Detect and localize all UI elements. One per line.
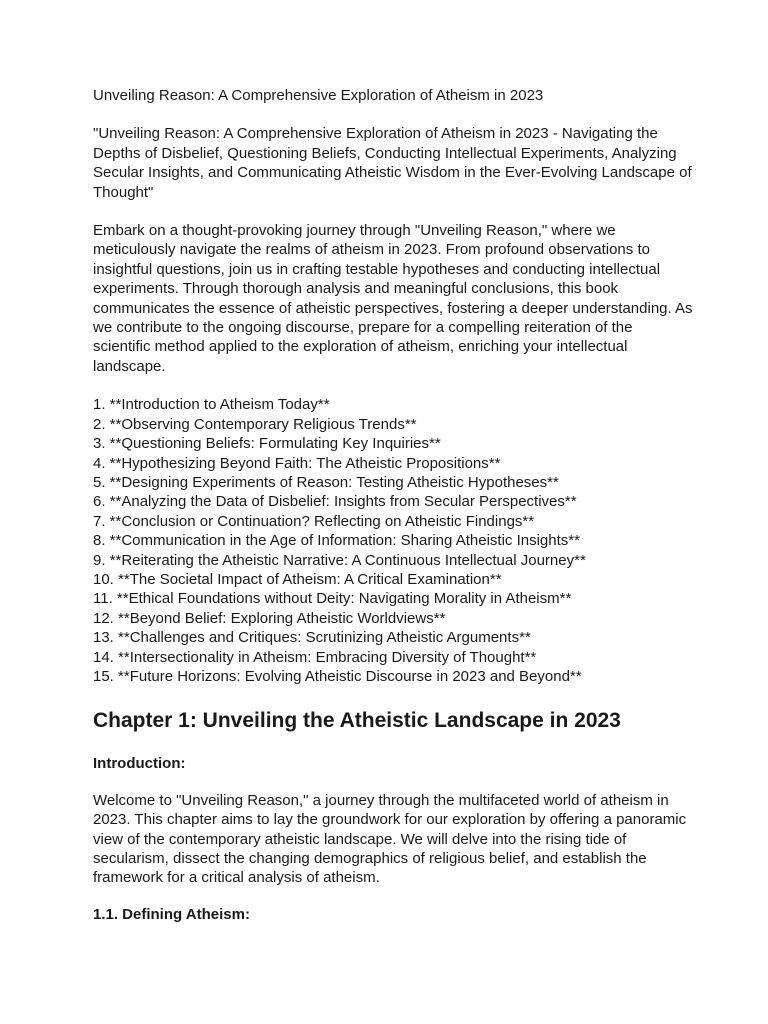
spacer <box>93 888 693 905</box>
spacer <box>93 105 693 124</box>
toc-item: 7. **Conclusion or Continuation? Reflecting on Atheistic Findings** <box>93 512 535 530</box>
toc-item: 8. **Communication in the Age of Information: Sharing Atheistic Insights** <box>93 532 580 550</box>
toc-item: 2. **Observing Contemporary Religious Trends** <box>93 415 417 433</box>
table-of-contents <box>93 395 693 686</box>
subtitle-quote: "Unveiling Reason: A Comprehensive Exploration of Atheism in 2023 - Navigating the Depths of Disbelief, Questioning Beliefs, Conducting Intellectual Experiments, Analyzing Secular Insights, and Communicating Atheistic Wisdom in the Ever-Evolving Landscape of Thought" <box>93 125 692 201</box>
spacer <box>93 686 693 708</box>
toc-item: 10. **The Societal Impact of Atheism: A Critical Examination** <box>93 570 502 588</box>
toc-item: 15. **Future Horizons: Evolving Atheistic Discourse in 2023 and Beyond** <box>93 667 582 685</box>
spacer <box>93 774 693 791</box>
toc-item: 6. **Analyzing the Data of Disbelief: Insights from Secular Perspectives** <box>93 493 577 511</box>
toc-item: 4. **Hypothesizing Beyond Faith: The Atheistic Propositions** <box>93 454 501 472</box>
section-heading: 1.1. Defining Atheism: <box>93 905 250 923</box>
intro-paragraph: Embark on a thought-provoking journey through "Unveiling Reason," where we meticulously navigate the realms of atheism in 2023. From profound observations to insightful questions, join us in crafting testable hypotheses and conducting intellectual experiments. Through thorough analysis and meaningful conclusions, this book communicates the essence of atheistic perspectives, fostering a deeper understanding. As we contribute to the ongoing discourse, prepare for a compelling reiteration of the scientific method applied to the exploration of atheism, enriching your intellectual landscape. <box>93 222 693 375</box>
toc-item: 14. **Intersectionality in Atheism: Embracing Diversity of Thought** <box>93 648 537 666</box>
chapter-paragraph: Welcome to "Unveiling Reason," a journey through the multifaceted world of atheism in 2023. This chapter aims to lay the groundwork for our exploration by offering a panoramic view of the contemporary atheistic landscape. We will delve into the rising tide of secularism, dissect the changing demographics of religious belief, and establish the framework for a critical analysis of atheism. <box>93 791 687 887</box>
toc-item: 9. **Reiterating the Atheistic Narrative: A Continuous Intellectual Journey** <box>93 551 586 569</box>
toc-item: 3. **Questioning Beliefs: Formulating Key Inquiries** <box>93 435 441 453</box>
spacer <box>93 376 693 395</box>
document-page <box>93 86 693 924</box>
introduction-heading: Introduction: <box>93 755 186 773</box>
spacer <box>93 202 693 221</box>
toc-item: 1. **Introduction to Atheism Today** <box>93 396 330 414</box>
chapter-heading: Chapter 1: Unveiling the Atheistic Landscape in 2023 <box>93 709 621 733</box>
document-title-line: Unveiling Reason: A Comprehensive Exploration of Atheism in 2023 <box>93 87 544 104</box>
toc-item: 13. **Challenges and Critiques: Scrutinizing Atheistic Arguments** <box>93 629 531 647</box>
spacer <box>93 734 693 754</box>
toc-item: 11. **Ethical Foundations without Deity: Navigating Morality in Atheism** <box>93 590 572 608</box>
toc-item: 5. **Designing Experiments of Reason: Testing Atheistic Hypotheses** <box>93 473 559 491</box>
toc-item: 12. **Beyond Belief: Exploring Atheistic Worldviews** <box>93 609 446 627</box>
